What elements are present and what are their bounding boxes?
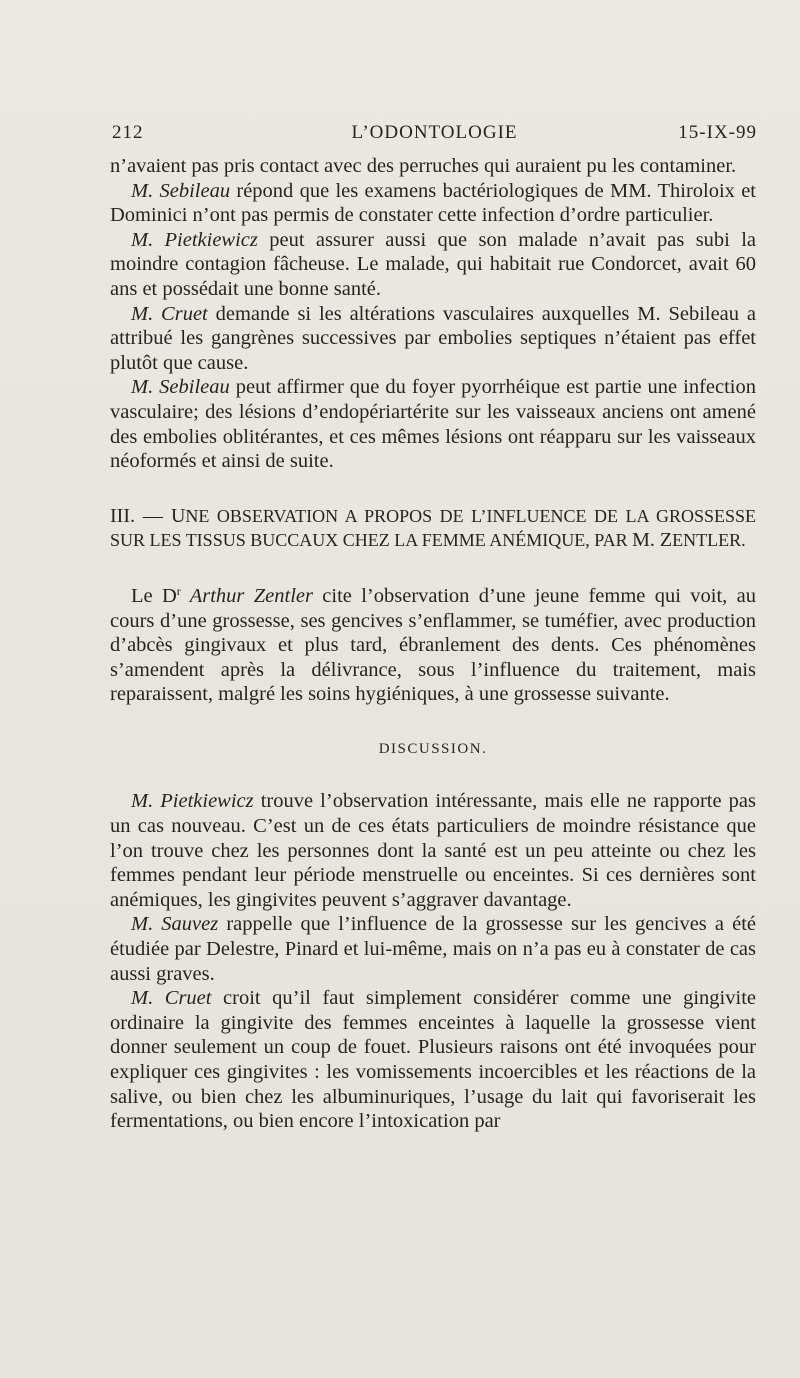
paragraph-text: croit qu’il faut simplement considérer comme une gingivite ordinaire la gingivite des femmes enceintes à laquelle la grossesse vient donner seulement un coup de fouet. Plusieurs raisons ont été invoquées pour expliquer ces gingivites : les vomissements incoercibles et les réactions de la salive, ou bien chez les albuminuriques, l’usage du lait qui favoriserait les fermentations, ou bien encore l’intoxication par bbox=[110, 987, 756, 1133]
observation-sup: r bbox=[176, 583, 181, 598]
section-author-rest: ENTLER. bbox=[672, 530, 746, 551]
page-number: 212 bbox=[112, 122, 144, 143]
section-heading bbox=[110, 504, 756, 553]
paragraph-continuation: n’avaient pas pris contact avec des perruches qui auraient pu les contaminer. bbox=[110, 155, 737, 177]
discussion-heading: DISCUSSION. bbox=[378, 740, 488, 757]
paragraph-text: cite l’observation d’une jeune femme qui voit, au cours d’une grossesse, ses gencives s’enflammer, se tuméfier, avec production d’abcès gingivaux et plus tard, ébranlement des dents. Ces phénomènes s’amendent après la délivrance, sous l’influence du traitement, mais reparaissent, malgré les soins hygiéniques, à une grossesse suivante. bbox=[110, 584, 756, 706]
paragraph-cruet-question bbox=[110, 302, 756, 376]
speaker-name: M. Pietkiewicz bbox=[131, 228, 258, 251]
paragraph-text: demande si les altérations vasculaires auxquelles M. Sebileau a attribué les gangrènes successives par embolies septiques n’étaient pas effet plutôt que cause. bbox=[110, 302, 756, 374]
paragraph-sebileau-affirm bbox=[110, 375, 756, 473]
paragraph-discussion-pietkiewicz bbox=[110, 789, 756, 912]
paragraph-pietkiewicz-reply bbox=[110, 228, 756, 302]
paragraph-observation bbox=[110, 579, 756, 707]
speaker-name: M. Sebileau bbox=[131, 376, 230, 399]
speaker-name: M. Sebileau bbox=[131, 179, 231, 202]
paragraph-text: peut assurer aussi que son malade n’avait pas subi la moindre contagion fâcheuse. Le malade, qui habitait rue Condorcet, avait 60 ans et possédait une bonne santé. bbox=[110, 228, 756, 300]
running-title: L’ODONTOLOGIE bbox=[351, 122, 518, 143]
paragraph-text: rappelle que l’influence de la grossesse sur les gencives a été étudiée par Delestre, Pinard et lui-même, mais on n’a pas eu à constater de cas aussi graves. bbox=[110, 913, 756, 985]
paragraph-text: répond que les examens bactériologiques de MM. Thiroloix et Dominici n’ont pas permis de constater cette infection d’ordre particulier. bbox=[110, 179, 756, 227]
observation-prefix: Le D bbox=[131, 584, 177, 607]
section-numeral: III. — bbox=[110, 504, 171, 527]
observation-author: Arthur Zentler bbox=[180, 584, 313, 607]
page-body bbox=[110, 154, 756, 1134]
page-header bbox=[112, 122, 757, 150]
speaker-name: M. Cruet bbox=[131, 302, 208, 325]
paragraph-text: peut affirmer que du foyer pyorrhéique est partie une infection vasculaire; des lésions d’endopériartérite sur les vaisseaux anciens ont amené des embolies oblitérantes, et ces mêmes lésions ont réapparu sur les vaisseaux néoformés et ainsi de suite. bbox=[110, 376, 756, 473]
section-title-lead: U bbox=[170, 504, 186, 527]
paragraph-discussion-sauvez bbox=[110, 912, 756, 986]
section-title: NE OBSERVATION A PROPOS DE L’INFLUENCE DE LA GROSSESSE SUR LES TISSUS BUCCAUX CHEZ LA FEMME ANÉMIQUE, PAR bbox=[110, 505, 756, 551]
section-author-lead: Z bbox=[659, 529, 673, 552]
issue-date: 15-IX-99 bbox=[678, 122, 757, 143]
section-author-prefix: M. bbox=[632, 529, 660, 552]
speaker-name: M. Pietkiewicz bbox=[131, 790, 254, 813]
paragraph-text: trouve l’observation intéressante, mais elle ne rapporte pas un cas nouveau. C’est un de ces états particuliers de moindre résistance que l’on trouve chez les personnes dont la santé est un peu atteinte ou chez les femmes pendant leur période menstruelle ou enceintes. Si ces dernières sont anémiques, les gingivites peuvent s’aggraver davantage. bbox=[110, 790, 756, 911]
paragraph-discussion-cruet bbox=[110, 986, 756, 1134]
speaker-name: M. Cruet bbox=[131, 987, 212, 1010]
paragraph-sebileau-reply bbox=[110, 179, 756, 228]
speaker-name: M. Sauvez bbox=[131, 913, 219, 936]
